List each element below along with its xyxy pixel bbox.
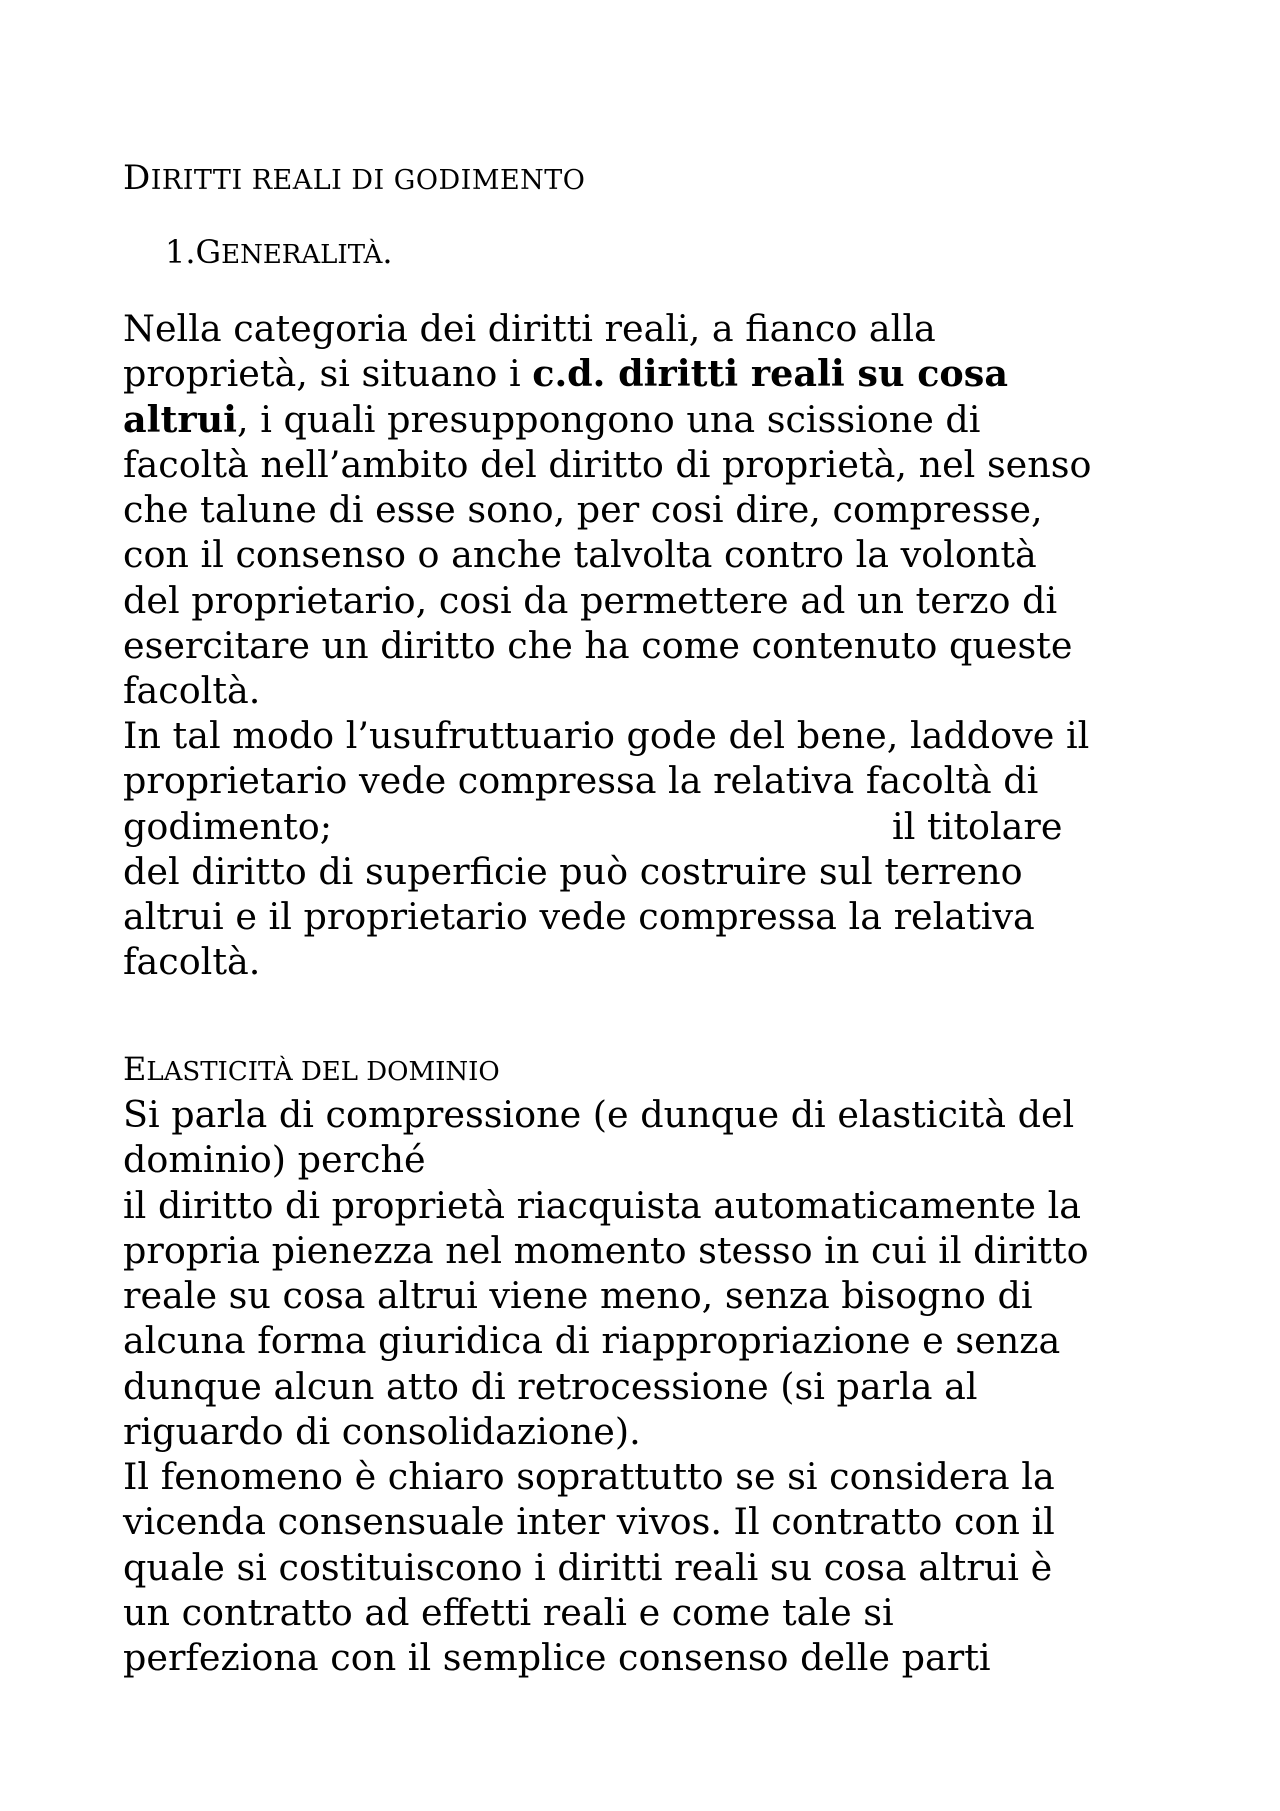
paragraph-line: facoltà. bbox=[123, 940, 261, 984]
paragraph-line bbox=[123, 804, 1089, 849]
paragraph-line: il diritto di proprietà riacquista automaticamente la bbox=[123, 1183, 1082, 1227]
paragraph-line: quale si costituiscono i diritti reali su cosa altrui è bbox=[123, 1545, 1053, 1589]
paragraph-line: del proprietario, cosi da permettere ad un terzo di bbox=[123, 578, 1058, 622]
paragraph-line: alcuna forma giuridica di riappropriazione e senza bbox=[123, 1319, 1061, 1363]
section2-rest: LASTICITÀ DEL DOMINIO bbox=[146, 1057, 500, 1087]
paragraph-line bbox=[123, 351, 1092, 396]
paragraph-line: riguardo di consolidazione). bbox=[123, 1410, 641, 1454]
paragraph-line: dominio) perché bbox=[123, 1138, 426, 1182]
paragraph-line: facoltà. bbox=[123, 669, 261, 713]
paragraph-line: perfeziona con il semplice consenso delle parti bbox=[123, 1636, 991, 1680]
bold-term: c.d. diritti reali su cosa bbox=[532, 352, 1008, 396]
paragraph-line: del diritto di superficie può costruire sul terreno bbox=[123, 849, 1023, 893]
text-run: il titolare bbox=[892, 804, 1063, 848]
paragraph-line: Si parla di compressione (e dunque di elasticità del bbox=[123, 1093, 1075, 1136]
section-number: 1. bbox=[165, 233, 196, 271]
paragraph-line: facoltà nell’ambito del diritto di proprietà, nel senso bbox=[123, 442, 1092, 486]
section-rest: ENERALITÀ bbox=[221, 240, 383, 270]
section-heading-elasticita bbox=[123, 1049, 500, 1092]
paragraph-2 bbox=[123, 713, 1089, 985]
paragraph-line: proprietario vede compressa la relativa facoltà di bbox=[123, 759, 1039, 803]
paragraph-line: propria pienezza nel momento stesso in cui il diritto bbox=[123, 1228, 1089, 1272]
paragraph-3 bbox=[123, 1092, 1089, 1454]
text-run: , i quali presuppongono una scissione di bbox=[237, 397, 981, 441]
paragraph-line: In tal modo l’usufruttuario gode del bene, laddove il bbox=[123, 714, 1090, 757]
section2-first-letter: E bbox=[123, 1050, 147, 1088]
text-run: godimento; bbox=[123, 804, 333, 848]
paragraph-line: Il fenomeno è chiaro soprattutto se si considera la bbox=[123, 1455, 1055, 1498]
title-rest: IRITTI REALI DI GODIMENTO bbox=[150, 165, 586, 196]
paragraph-line: dunque alcun atto di retrocessione (si parla al bbox=[123, 1364, 978, 1408]
paragraph-4 bbox=[123, 1454, 1055, 1680]
paragraph-line: un contratto ad effetti reali e come tale si bbox=[123, 1590, 894, 1634]
paragraph-line bbox=[123, 397, 1092, 442]
text-run: proprietà, si situano i bbox=[123, 352, 533, 396]
paragraph-line: Nella categoria dei diritti reali, a fianco alla bbox=[123, 307, 936, 350]
paragraph-line: vicenda consensuale inter vivos. Il contratto con il bbox=[123, 1500, 1055, 1544]
section-heading-generalita bbox=[165, 232, 393, 275]
paragraph-line: altrui e il proprietario vede compressa la relativa bbox=[123, 895, 1035, 939]
bold-term: altrui bbox=[123, 397, 238, 441]
paragraph-line: che talune di esse sono, per cosi dire, compresse, bbox=[123, 488, 1043, 532]
paragraph-1 bbox=[123, 306, 1092, 714]
title-first-letter: D bbox=[123, 158, 151, 198]
paragraph-line: esercitare un diritto che ha come contenuto queste bbox=[123, 624, 1073, 668]
paragraph-line: con il consenso o anche talvolta contro la volontà bbox=[123, 533, 1037, 577]
section-end: . bbox=[382, 233, 393, 271]
section-first-letter: G bbox=[195, 233, 222, 271]
paragraph-line: reale su cosa altrui viene meno, senza bisogno di bbox=[123, 1274, 1033, 1318]
document-title bbox=[123, 158, 585, 201]
